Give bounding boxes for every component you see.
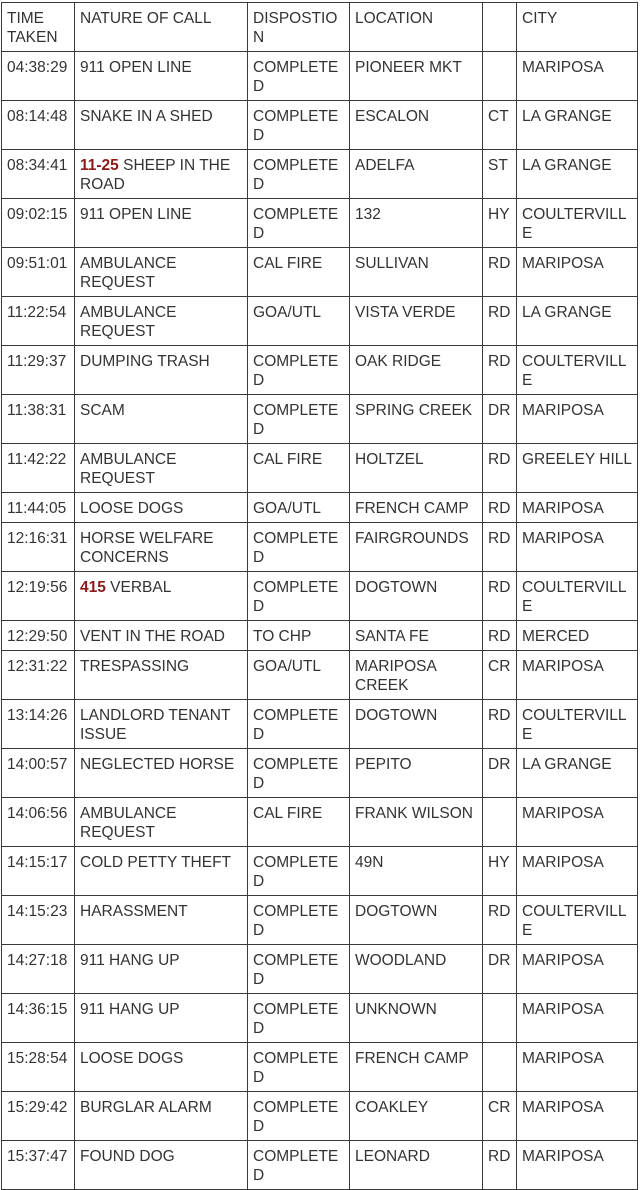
call-code: 11-25	[80, 157, 119, 174]
cell-suffix: DR	[483, 749, 517, 798]
table-row	[2, 798, 638, 847]
header-location: LOCATION	[350, 3, 483, 52]
cell-city: MARIPOSA	[517, 52, 638, 101]
cell-suffix: RD	[483, 700, 517, 749]
cell-suffix: HY	[483, 847, 517, 896]
cell-suffix: RD	[483, 621, 517, 651]
call-nature-text: AMBULANCE REQUEST	[80, 304, 177, 340]
cell-nature	[75, 896, 248, 945]
cell-city: MARIPOSA	[517, 651, 638, 700]
cell-nature	[75, 297, 248, 346]
table-row	[2, 523, 638, 572]
cell-disposition: COMPLETED	[248, 749, 350, 798]
call-nature-text: HORSE WELFARE CONCERNS	[80, 530, 214, 566]
cell-suffix: RD	[483, 444, 517, 493]
cell-location: PEPITO	[350, 749, 483, 798]
cell-suffix: DR	[483, 945, 517, 994]
call-nature-text: LOOSE DOGS	[80, 1050, 184, 1067]
cell-nature	[75, 847, 248, 896]
cell-location: OAK RIDGE	[350, 346, 483, 395]
cell-time: 09:51:01	[2, 248, 75, 297]
cell-disposition: CAL FIRE	[248, 444, 350, 493]
cell-nature	[75, 572, 248, 621]
cell-location: DOGTOWN	[350, 700, 483, 749]
cell-suffix: RD	[483, 896, 517, 945]
table-row	[2, 101, 638, 150]
cell-suffix: CR	[483, 1092, 517, 1141]
table-row	[2, 150, 638, 199]
cell-city: COULTERVILLE	[517, 700, 638, 749]
cell-city: MARIPOSA	[517, 493, 638, 523]
call-nature-text: 911 HANG UP	[80, 952, 180, 969]
table-row	[2, 572, 638, 621]
cell-location: VISTA VERDE	[350, 297, 483, 346]
call-nature-text: SHEEP IN THE ROAD	[80, 157, 231, 193]
header-nature: NATURE OF CALL	[75, 3, 248, 52]
call-nature-text: LOOSE DOGS	[80, 500, 184, 517]
cell-time: 14:15:23	[2, 896, 75, 945]
cell-time: 04:38:29	[2, 52, 75, 101]
cell-disposition: CAL FIRE	[248, 248, 350, 297]
call-nature-text: DUMPING TRASH	[80, 353, 210, 370]
cell-city: MARIPOSA	[517, 248, 638, 297]
call-nature-text: SNAKE IN A SHED	[80, 108, 213, 125]
cell-time: 14:00:57	[2, 749, 75, 798]
cell-city: LA GRANGE	[517, 297, 638, 346]
call-nature-text: NEGLECTED HORSE	[80, 756, 235, 773]
cell-nature	[75, 199, 248, 248]
cell-city: MARIPOSA	[517, 395, 638, 444]
cell-nature	[75, 444, 248, 493]
cell-suffix: RD	[483, 523, 517, 572]
cell-location: 132	[350, 199, 483, 248]
cell-city: MERCED	[517, 621, 638, 651]
cell-disposition: COMPLETED	[248, 994, 350, 1043]
cell-suffix: HY	[483, 199, 517, 248]
cell-time: 11:38:31	[2, 395, 75, 444]
table-row	[2, 444, 638, 493]
cell-suffix: DR	[483, 395, 517, 444]
cell-disposition: GOA/UTL	[248, 651, 350, 700]
cell-time: 15:29:42	[2, 1092, 75, 1141]
table-row	[2, 1092, 638, 1141]
cell-nature	[75, 798, 248, 847]
table-row	[2, 700, 638, 749]
cell-disposition: COMPLETED	[248, 1043, 350, 1092]
cell-location: SPRING CREEK	[350, 395, 483, 444]
cell-location: UNKNOWN	[350, 994, 483, 1043]
cell-disposition: COMPLETED	[248, 523, 350, 572]
table-row	[2, 395, 638, 444]
cell-time: 08:34:41	[2, 150, 75, 199]
cell-location: HOLTZEL	[350, 444, 483, 493]
cell-nature	[75, 346, 248, 395]
cell-city: COULTERVILLE	[517, 572, 638, 621]
cell-disposition: GOA/UTL	[248, 297, 350, 346]
table-row	[2, 1141, 638, 1190]
table-row	[2, 248, 638, 297]
cell-suffix: RD	[483, 346, 517, 395]
call-nature-text: FOUND DOG	[80, 1148, 175, 1165]
cell-disposition: COMPLETED	[248, 101, 350, 150]
cell-suffix: ST	[483, 150, 517, 199]
cell-suffix	[483, 1043, 517, 1092]
cell-time: 14:15:17	[2, 847, 75, 896]
cell-location: FRENCH CAMP	[350, 1043, 483, 1092]
cell-disposition: COMPLETED	[248, 700, 350, 749]
cell-disposition: COMPLETED	[248, 896, 350, 945]
cell-location: SANTA FE	[350, 621, 483, 651]
cell-city: COULTERVILLE	[517, 346, 638, 395]
cell-city: MARIPOSA	[517, 798, 638, 847]
cell-suffix	[483, 798, 517, 847]
cell-nature	[75, 651, 248, 700]
cell-disposition: TO CHP	[248, 621, 350, 651]
header-disposition: DISPOSTION	[248, 3, 350, 52]
cell-disposition: COMPLETED	[248, 572, 350, 621]
cell-time: 11:42:22	[2, 444, 75, 493]
call-nature-text: 911 OPEN LINE	[80, 206, 192, 223]
header-city: CITY	[517, 3, 638, 52]
cell-location: MARIPOSA CREEK	[350, 651, 483, 700]
cell-nature	[75, 150, 248, 199]
cell-city: LA GRANGE	[517, 150, 638, 199]
cell-suffix	[483, 52, 517, 101]
table-row	[2, 945, 638, 994]
table-row	[2, 651, 638, 700]
call-nature-text: AMBULANCE REQUEST	[80, 451, 177, 487]
cell-city: MARIPOSA	[517, 1141, 638, 1190]
cell-time: 14:36:15	[2, 994, 75, 1043]
cell-time: 15:28:54	[2, 1043, 75, 1092]
cell-location: LEONARD	[350, 1141, 483, 1190]
cell-suffix: RD	[483, 493, 517, 523]
call-log-table	[1, 2, 638, 1190]
cell-time: 08:14:48	[2, 101, 75, 150]
cell-city: MARIPOSA	[517, 523, 638, 572]
cell-disposition: COMPLETED	[248, 395, 350, 444]
cell-disposition: COMPLETED	[248, 1141, 350, 1190]
cell-time: 12:29:50	[2, 621, 75, 651]
cell-disposition: COMPLETED	[248, 52, 350, 101]
call-nature-text: VERBAL	[105, 579, 172, 596]
call-nature-text: LANDLORD TENANT ISSUE	[80, 707, 231, 743]
cell-location: SULLIVAN	[350, 248, 483, 297]
table-row	[2, 199, 638, 248]
cell-location: FRENCH CAMP	[350, 493, 483, 523]
header-time: TIME TAKEN	[2, 3, 75, 52]
cell-suffix: RD	[483, 248, 517, 297]
table-row	[2, 994, 638, 1043]
cell-city: COULTERVILLE	[517, 896, 638, 945]
call-nature-text: SCAM	[80, 402, 125, 419]
cell-time: 09:02:15	[2, 199, 75, 248]
cell-location: WOODLAND	[350, 945, 483, 994]
cell-suffix: CR	[483, 651, 517, 700]
cell-location: PIONEER MKT	[350, 52, 483, 101]
cell-nature	[75, 1092, 248, 1141]
call-nature-text: AMBULANCE REQUEST	[80, 805, 177, 841]
cell-city: COULTERVILLE	[517, 199, 638, 248]
cell-city: MARIPOSA	[517, 847, 638, 896]
cell-location: COAKLEY	[350, 1092, 483, 1141]
cell-nature	[75, 101, 248, 150]
cell-nature	[75, 945, 248, 994]
cell-location: ESCALON	[350, 101, 483, 150]
header-suffix	[483, 3, 517, 52]
cell-nature	[75, 493, 248, 523]
cell-time: 14:06:56	[2, 798, 75, 847]
cell-disposition: COMPLETED	[248, 1092, 350, 1141]
call-nature-text: 911 HANG UP	[80, 1001, 180, 1018]
cell-time: 15:37:47	[2, 1141, 75, 1190]
table-row	[2, 493, 638, 523]
cell-suffix: CT	[483, 101, 517, 150]
cell-nature	[75, 700, 248, 749]
cell-nature	[75, 248, 248, 297]
cell-suffix	[483, 994, 517, 1043]
cell-nature	[75, 749, 248, 798]
cell-location: DOGTOWN	[350, 896, 483, 945]
call-nature-text: COLD PETTY THEFT	[80, 854, 232, 871]
cell-city: MARIPOSA	[517, 1043, 638, 1092]
table-row	[2, 346, 638, 395]
cell-nature	[75, 395, 248, 444]
cell-suffix: RD	[483, 572, 517, 621]
cell-suffix: RD	[483, 1141, 517, 1190]
call-nature-text: TRESPASSING	[80, 658, 190, 675]
cell-nature	[75, 1043, 248, 1092]
cell-city: GREELEY HILL	[517, 444, 638, 493]
call-code: 415	[80, 579, 106, 596]
cell-nature	[75, 994, 248, 1043]
cell-disposition: COMPLETED	[248, 150, 350, 199]
table-row	[2, 749, 638, 798]
cell-time: 11:22:54	[2, 297, 75, 346]
cell-location: DOGTOWN	[350, 572, 483, 621]
cell-location: ADELFA	[350, 150, 483, 199]
cell-nature	[75, 1141, 248, 1190]
table-row	[2, 621, 638, 651]
call-nature-text: BURGLAR ALARM	[80, 1099, 212, 1116]
header-row	[2, 3, 638, 52]
cell-time: 11:29:37	[2, 346, 75, 395]
call-nature-text: VENT IN THE ROAD	[80, 628, 225, 645]
cell-disposition: COMPLETED	[248, 945, 350, 994]
cell-location: 49N	[350, 847, 483, 896]
table-row	[2, 896, 638, 945]
table-row	[2, 297, 638, 346]
call-nature-text: AMBULANCE REQUEST	[80, 255, 177, 291]
cell-city: MARIPOSA	[517, 1092, 638, 1141]
table-row	[2, 847, 638, 896]
cell-city: MARIPOSA	[517, 945, 638, 994]
call-nature-text: HARASSMENT	[80, 903, 188, 920]
cell-time: 12:19:56	[2, 572, 75, 621]
cell-city: MARIPOSA	[517, 994, 638, 1043]
cell-location: FAIRGROUNDS	[350, 523, 483, 572]
cell-city: LA GRANGE	[517, 749, 638, 798]
cell-time: 14:27:18	[2, 945, 75, 994]
cell-disposition: COMPLETED	[248, 199, 350, 248]
cell-disposition: COMPLETED	[248, 847, 350, 896]
cell-time: 12:31:22	[2, 651, 75, 700]
cell-time: 13:14:26	[2, 700, 75, 749]
cell-suffix: RD	[483, 297, 517, 346]
cell-disposition: COMPLETED	[248, 346, 350, 395]
cell-location: FRANK WILSON	[350, 798, 483, 847]
cell-time: 12:16:31	[2, 523, 75, 572]
cell-nature	[75, 52, 248, 101]
cell-nature	[75, 621, 248, 651]
cell-nature	[75, 523, 248, 572]
call-nature-text: 911 OPEN LINE	[80, 59, 192, 76]
cell-disposition: CAL FIRE	[248, 798, 350, 847]
table-row	[2, 1043, 638, 1092]
table-row	[2, 52, 638, 101]
cell-disposition: GOA/UTL	[248, 493, 350, 523]
cell-time: 11:44:05	[2, 493, 75, 523]
cell-city: LA GRANGE	[517, 101, 638, 150]
